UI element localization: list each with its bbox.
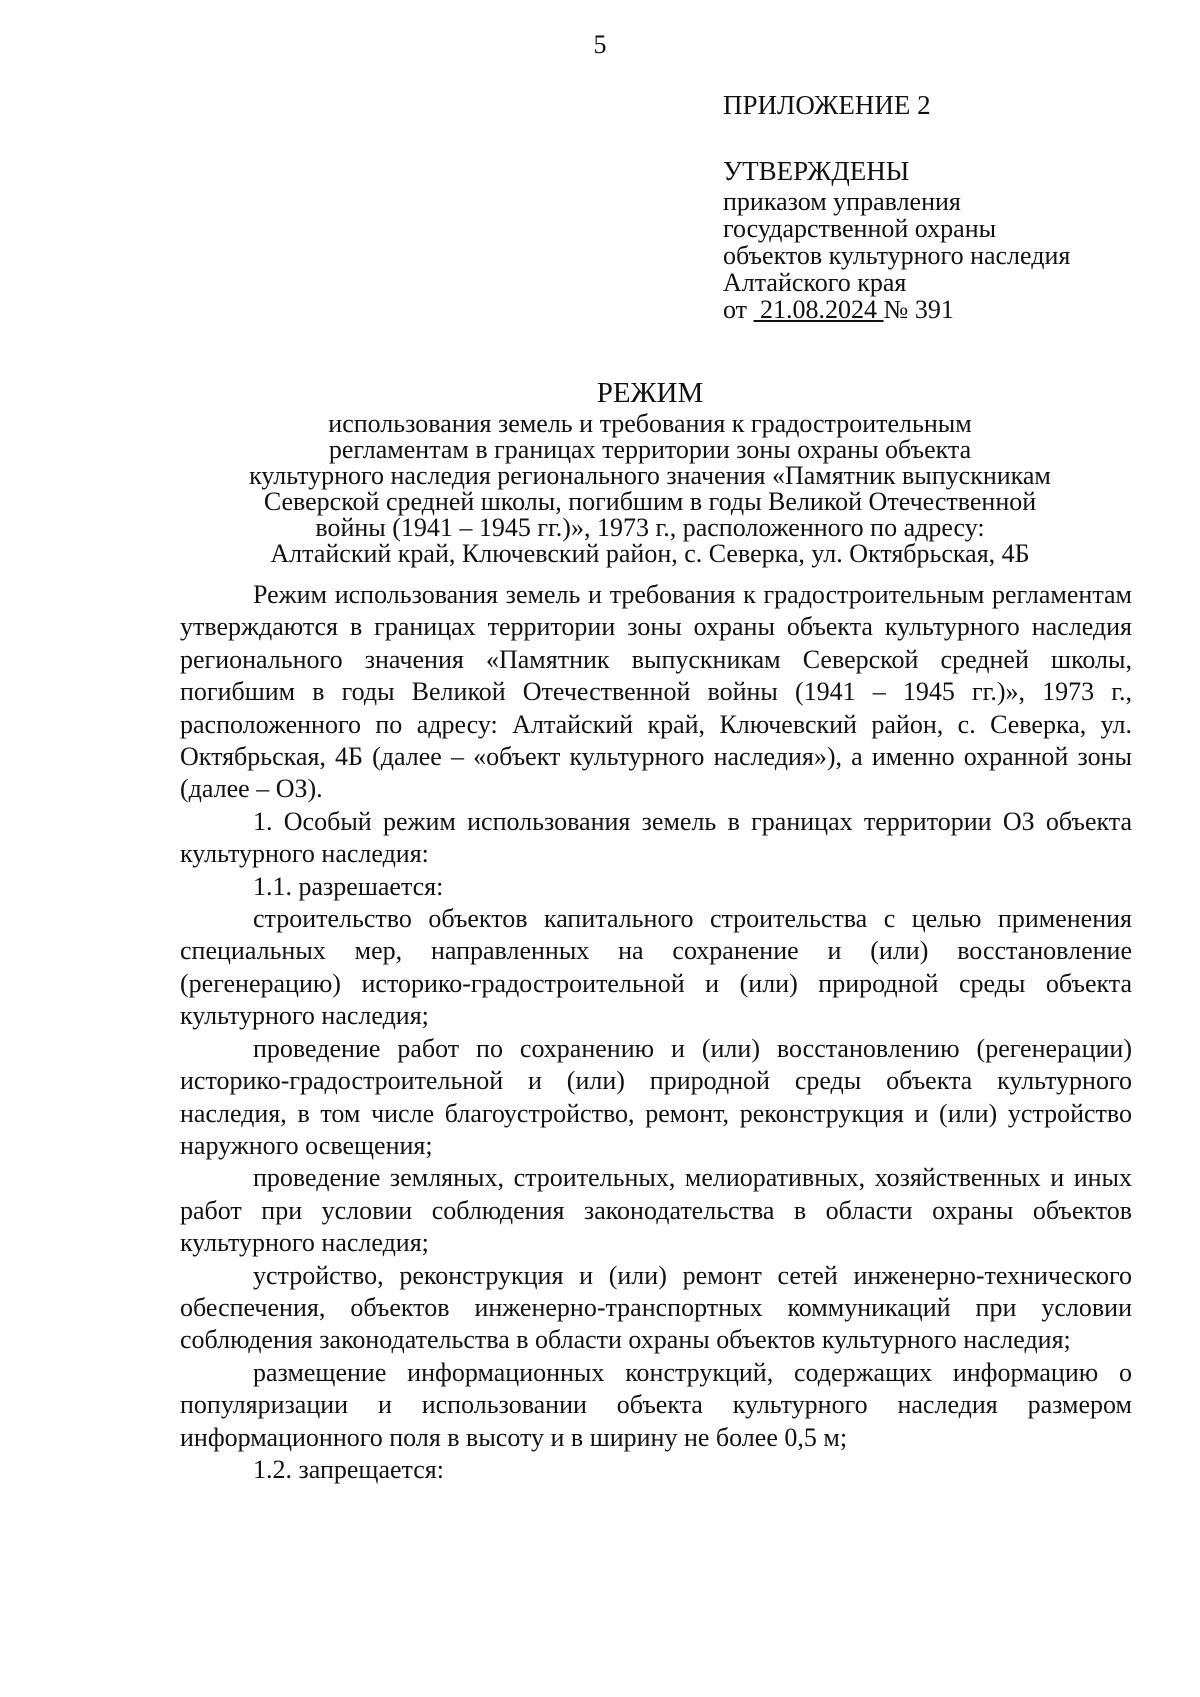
body-paragraph: размещение информационных конструкций, содержащих информацию о популяризации и использовании объекта культурного наследия размером информационного поля в высоту и в ширину не более 0,5 м;	[180, 1357, 1132, 1452]
order-number: № 391	[883, 295, 954, 324]
body-paragraph: строительство объектов капитального строительства с целью применения специальных мер, направленных на сохранение и (или) восстановление (регенерацию) историко-градостроительной и (или) природной среды объекта культурного наследия;	[180, 904, 1132, 1031]
body-paragraph: 1. Особый режим использования земель в границах территории ОЗ объекта культурного наследия:	[180, 806, 1132, 869]
order-date: 21.08.2024	[760, 295, 878, 324]
approved-line: приказом управления	[723, 187, 961, 216]
body-paragraph: проведение работ по сохранению и (или) восстановлению (регенерации) историко-градостроительной и (или) природной среды объекта культурного наследия, в том числе благоустройство, ремонт, реконструкция и (или) устройство наружного освещения;	[180, 1033, 1132, 1160]
body-paragraph: устройство, реконструкция и (или) ремонт сетей инженерно-технического обеспечения, объектов инженерно-транспортных коммуникаций при условии соблюдения законодательства в области охраны объектов культурного наследия;	[180, 1260, 1132, 1355]
document-title: РЕЖИМ	[596, 377, 704, 409]
body-paragraph: 1.1. разрешается:	[253, 871, 444, 901]
page-number: 5	[593, 30, 607, 59]
approved-line: государственной охраны	[723, 214, 997, 243]
approved-line: объектов культурного наследия	[723, 241, 1071, 270]
subtitle-line: использования земель и требования к градостроительным	[328, 409, 972, 438]
appendix-title: ПРИЛОЖЕНИЕ 2	[723, 90, 931, 120]
date-prefix: от	[723, 295, 748, 324]
subtitle-line: Северской средней школы, погибшим в годы Великой Отечественной	[263, 487, 1037, 516]
subtitle-line: культурного наследия регионального значения «Памятник выпускникам	[249, 461, 1051, 490]
approved-line: Алтайского края	[723, 268, 907, 297]
body-paragraph: 1.2. запрещается:	[253, 1454, 444, 1484]
approved-title: УТВЕРЖДЕНЫ	[723, 156, 910, 186]
document-body	[180, 579, 1132, 1486]
subtitle-line: войны (1941 – 1945 гг.)», 1973 г., расположенного по адресу:	[315, 513, 985, 542]
approval-block	[723, 86, 1163, 323]
subtitle-line: Алтайский край, Ключевский район, с. Северка, ул. Октябрьская, 4Б	[270, 539, 1030, 568]
body-paragraph: Режим использования земель и требования к градостроительным регламентам утверждаются в границах территории зоны охраны объекта культурного наследия регионального значения «Памятник выпускникам Северской средней школы, погибшим в годы Великой Отечественной войны (1941 – 1945 гг.)», 1973 г., расположенного по адресу: Алтайский край, Ключевский район, с. Северка, ул. Октябрьская, 4Б (далее – «объект культурного наследия»), а именно охранной зоны (далее – ОЗ).	[180, 580, 1132, 804]
body-paragraph: проведение земляных, строительных, мелиоративных, хозяйственных и иных работ при условии соблюдения законодательства в области охраны объектов культурного наследия;	[180, 1163, 1132, 1258]
subtitle-line: регламентам в границах территории зоны охраны объекта	[328, 435, 972, 464]
order-date-line	[723, 296, 1163, 323]
document-heading	[180, 375, 1120, 567]
